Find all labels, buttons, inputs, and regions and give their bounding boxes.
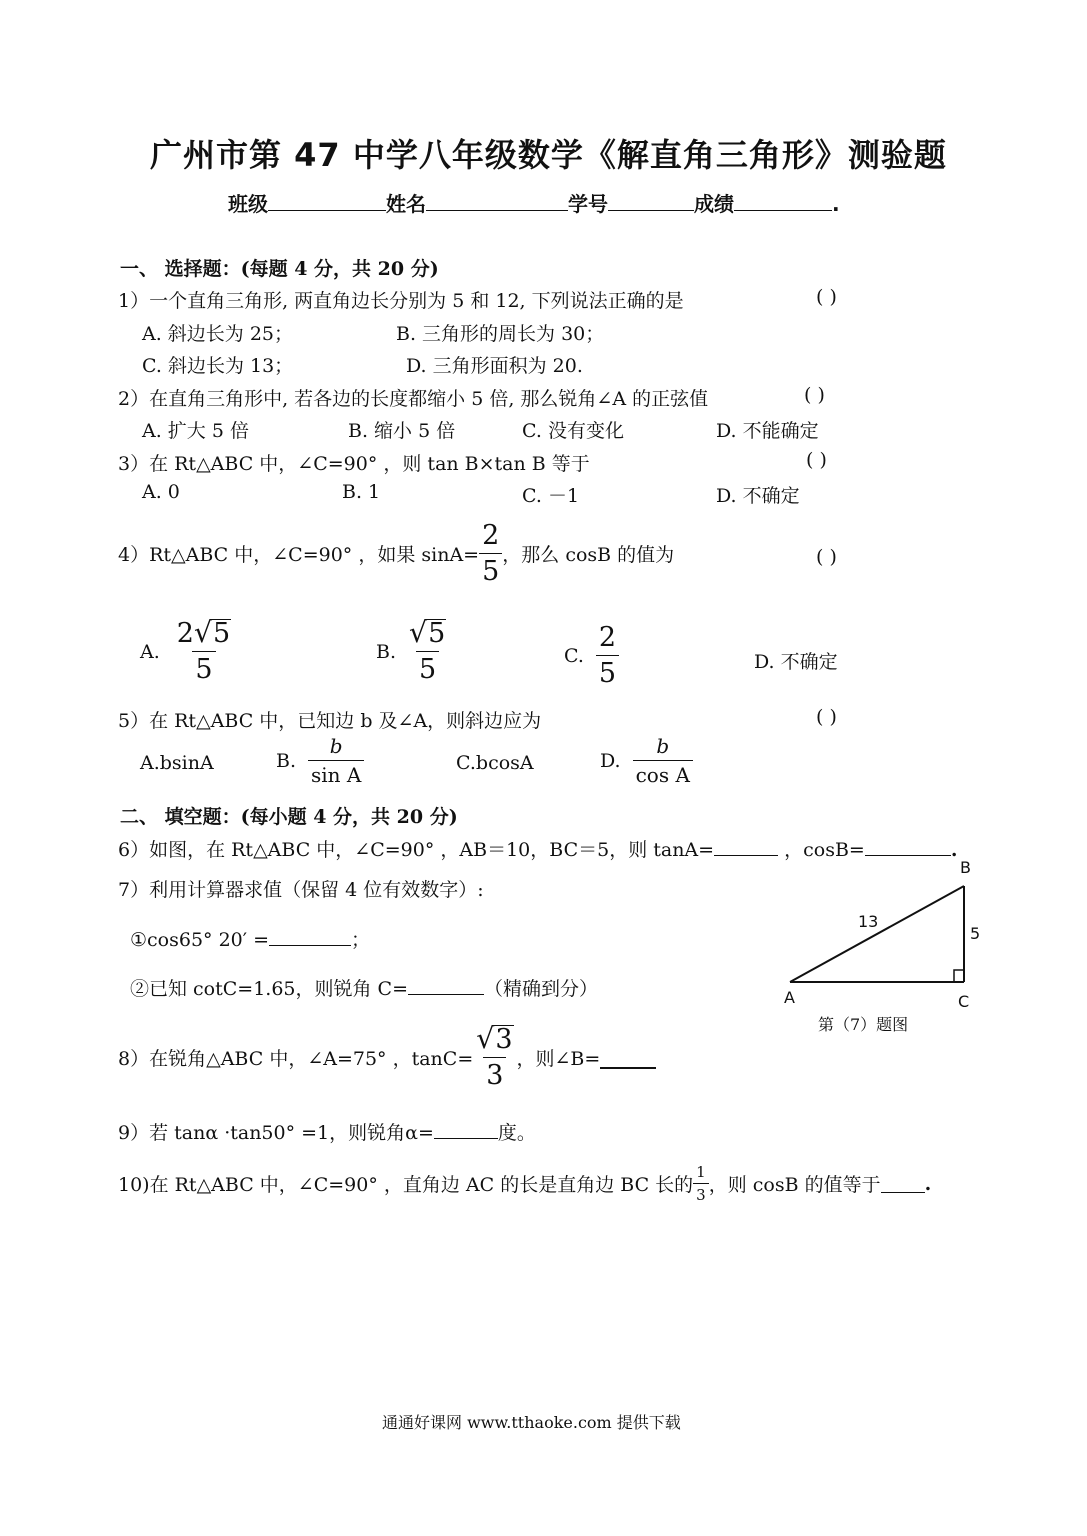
- q7-part2-post: （精确到分）: [484, 978, 599, 1000]
- q3-option-d: D. 不确定: [716, 485, 800, 507]
- q5-option-d-num: b: [656, 734, 670, 758]
- q4-option-a-label: A.: [140, 640, 160, 663]
- q5-option-a: A.bsinA: [140, 752, 214, 774]
- q10-frac-num: 1: [696, 1163, 706, 1181]
- q4-b-rad: 5: [428, 618, 446, 649]
- q5-option-b-den: sin A: [308, 760, 364, 787]
- q5-option-d-den: cos A: [633, 760, 693, 787]
- q4-stem-post: ，那么 cosB 的值为: [502, 544, 675, 566]
- q7-part1: [130, 925, 370, 952]
- q4-option-c-den: 5: [596, 655, 619, 689]
- q10-frac-den: 3: [693, 1183, 709, 1204]
- q4-option-b-num: [406, 618, 449, 651]
- page-title: 广州市第 47 中学八年级数学《解直角三角形》测验题: [150, 136, 947, 174]
- q7-stem: 7）利用计算器求值（保留 4 位有效数字）:: [118, 879, 484, 901]
- q3-answer-paren: ( ): [806, 449, 827, 471]
- q4-option-b-den: 5: [416, 651, 439, 685]
- right-triangle-diagram: [770, 858, 1010, 1038]
- q4-stem-pre: 4）Rt△ABC 中，∠C=90° ，如果 sinA=: [118, 544, 480, 566]
- q4-a-coef: 2: [176, 618, 194, 649]
- name-blank: [426, 192, 568, 211]
- q4-answer-paren: ( ): [816, 546, 837, 568]
- q8-rad: 3: [495, 1024, 513, 1055]
- figure-label-c: C: [958, 992, 970, 1011]
- q6-text-pre: 6）如图，在 Rt△ABC 中，∠C=90° ，AB＝10，BC＝5，则 tanA=: [118, 839, 715, 861]
- q3-option-b: B. 1: [342, 481, 381, 503]
- q4-option-b-frac: [406, 618, 449, 685]
- q9-text: [118, 1118, 536, 1145]
- q1-stem: 1）一个直角三角形, 两直角边长分别为 5 和 12, 下列说法正确的是: [118, 290, 684, 312]
- id-label: 学号: [568, 192, 608, 216]
- q1-option-c: C. 斜边长为 13；: [142, 355, 294, 377]
- q1-option-d: D. 三角形面积为 20.: [406, 355, 583, 377]
- score-label: 成绩: [694, 192, 734, 216]
- figure-label-b: B: [960, 858, 971, 877]
- q8-fraction: [473, 1024, 516, 1091]
- q1-answer-paren: ( ): [816, 286, 837, 308]
- q2-option-c: C. 没有变化: [522, 420, 624, 442]
- q8-text-pre: 8）在锐角△ABC 中，∠A=75° ，tanC=: [118, 1048, 474, 1070]
- sqrt-icon: √ 3: [476, 1022, 513, 1055]
- q6-blank-cos: [865, 837, 951, 856]
- score-blank: [734, 192, 832, 211]
- q7-part2-blank: [408, 976, 484, 995]
- q8-frac-den: 3: [483, 1057, 506, 1091]
- q4-option-c-frac: [596, 622, 619, 689]
- q4-frac-den: 5: [479, 553, 502, 587]
- q1-option-b: B. 三角形的周长为 30；: [396, 323, 605, 345]
- sqrt-icon: √ 5: [193, 616, 231, 649]
- q2-option-b: B. 缩小 5 倍: [348, 420, 456, 442]
- figure-label-a: A: [784, 988, 795, 1007]
- q4-option-a: [140, 618, 234, 685]
- q10-fraction: [693, 1163, 709, 1204]
- q2-option-d: D. 不能确定: [716, 420, 819, 442]
- q9-blank: [434, 1120, 498, 1139]
- q3-option-a: A. 0: [142, 481, 180, 503]
- q8-text: [118, 1024, 656, 1091]
- q7-part2: [130, 974, 598, 1001]
- figure-caption: 第（7）题图: [818, 1015, 909, 1034]
- q7-part1-pre: ①cos65° 20′ =: [130, 929, 270, 951]
- page-footer: 通通好课网 www.tthaoke.com 提供下载: [382, 1413, 681, 1432]
- q4-fraction: [479, 520, 502, 587]
- header-fields: [228, 188, 840, 217]
- sqrt-icon: √ 5: [409, 616, 446, 649]
- q6-text-mid: ，cosB=: [778, 839, 865, 861]
- q6-text-end: .: [950, 839, 958, 861]
- q7-part1-end: ；: [351, 929, 371, 951]
- q5-option-d: [600, 734, 693, 787]
- q3-option-c: C. －1: [522, 485, 580, 507]
- q5-option-d-frac: [633, 734, 693, 787]
- class-blank: [268, 192, 386, 211]
- figure-hyp-length: 13: [858, 912, 879, 931]
- q5-option-b-label: B.: [276, 749, 297, 772]
- q1-option-a: A. 斜边长为 25；: [142, 323, 294, 345]
- q10-text: [118, 1163, 931, 1204]
- q4-option-c-label: C.: [564, 644, 584, 667]
- q2-option-a: A. 扩大 5 倍: [142, 420, 249, 442]
- header-end: .: [832, 192, 840, 216]
- q4-option-a-den: 5: [192, 651, 215, 685]
- class-label: 班级: [228, 192, 268, 216]
- q5-stem: 5）在 Rt△ABC 中，已知边 b 及∠A，则斜边应为: [118, 710, 542, 732]
- triangle-figure: [770, 858, 1010, 1038]
- q10-blank: [881, 1174, 925, 1193]
- q5-answer-paren: ( ): [816, 706, 837, 728]
- q5-option-b: [276, 734, 364, 787]
- q7-part2-pre: ②已知 cotC=1.65，则锐角 C=: [130, 978, 409, 1000]
- id-blank: [608, 192, 694, 211]
- q5-option-c: C.bcosA: [456, 752, 534, 774]
- q5-option-d-label: D.: [600, 749, 621, 772]
- q4-option-b-label: B.: [376, 640, 397, 663]
- q4-option-c: [564, 622, 619, 689]
- q9-text-post: 度。: [497, 1122, 536, 1144]
- q4-a-rad: 5: [213, 618, 231, 649]
- q8-text-post: ，则∠B=: [516, 1048, 601, 1070]
- q9-text-pre: 9）若 tanα ·tan50° =1，则锐角α=: [118, 1122, 434, 1144]
- q4-frac-num: 2: [482, 520, 500, 551]
- q4-option-b: [376, 618, 449, 685]
- q5-option-b-frac: [308, 734, 364, 787]
- q6-blank-tan: [714, 837, 778, 856]
- q8-blank: [600, 1047, 656, 1069]
- q2-answer-paren: ( ): [804, 384, 825, 406]
- q5-option-b-num: b: [329, 734, 343, 758]
- figure-side-length: 5: [970, 924, 981, 943]
- q4-option-a-frac: [174, 618, 234, 685]
- q10-text-post: ，则 cosB 的值等于: [708, 1174, 881, 1196]
- q4-option-a-num: [174, 618, 234, 651]
- name-label: 姓名: [386, 192, 426, 216]
- q4-stem: [118, 520, 674, 587]
- section2-heading: 二、 填空题：(每小题 4 分，共 20 分): [120, 806, 458, 828]
- q8-frac-num: [473, 1024, 516, 1057]
- q10-text-pre: 10)在 Rt△ABC 中，∠C=90° ，直角边 AC 的长是直角边 BC 长的: [118, 1174, 694, 1196]
- q10-text-end: .: [924, 1172, 932, 1195]
- q4-option-d: D. 不确定: [754, 651, 838, 673]
- section1-heading: 一、 选择题：(每题 4 分，共 20 分): [120, 258, 439, 280]
- q4-option-c-num: 2: [598, 622, 617, 653]
- q2-stem: 2）在直角三角形中, 若各边的长度都缩小 5 倍, 那么锐角∠A 的正弦值: [118, 388, 709, 410]
- q7-part1-blank: [269, 927, 351, 946]
- q3-stem: 3）在 Rt△ABC 中，∠C=90° ，则 tan B×tan B 等于: [118, 453, 590, 475]
